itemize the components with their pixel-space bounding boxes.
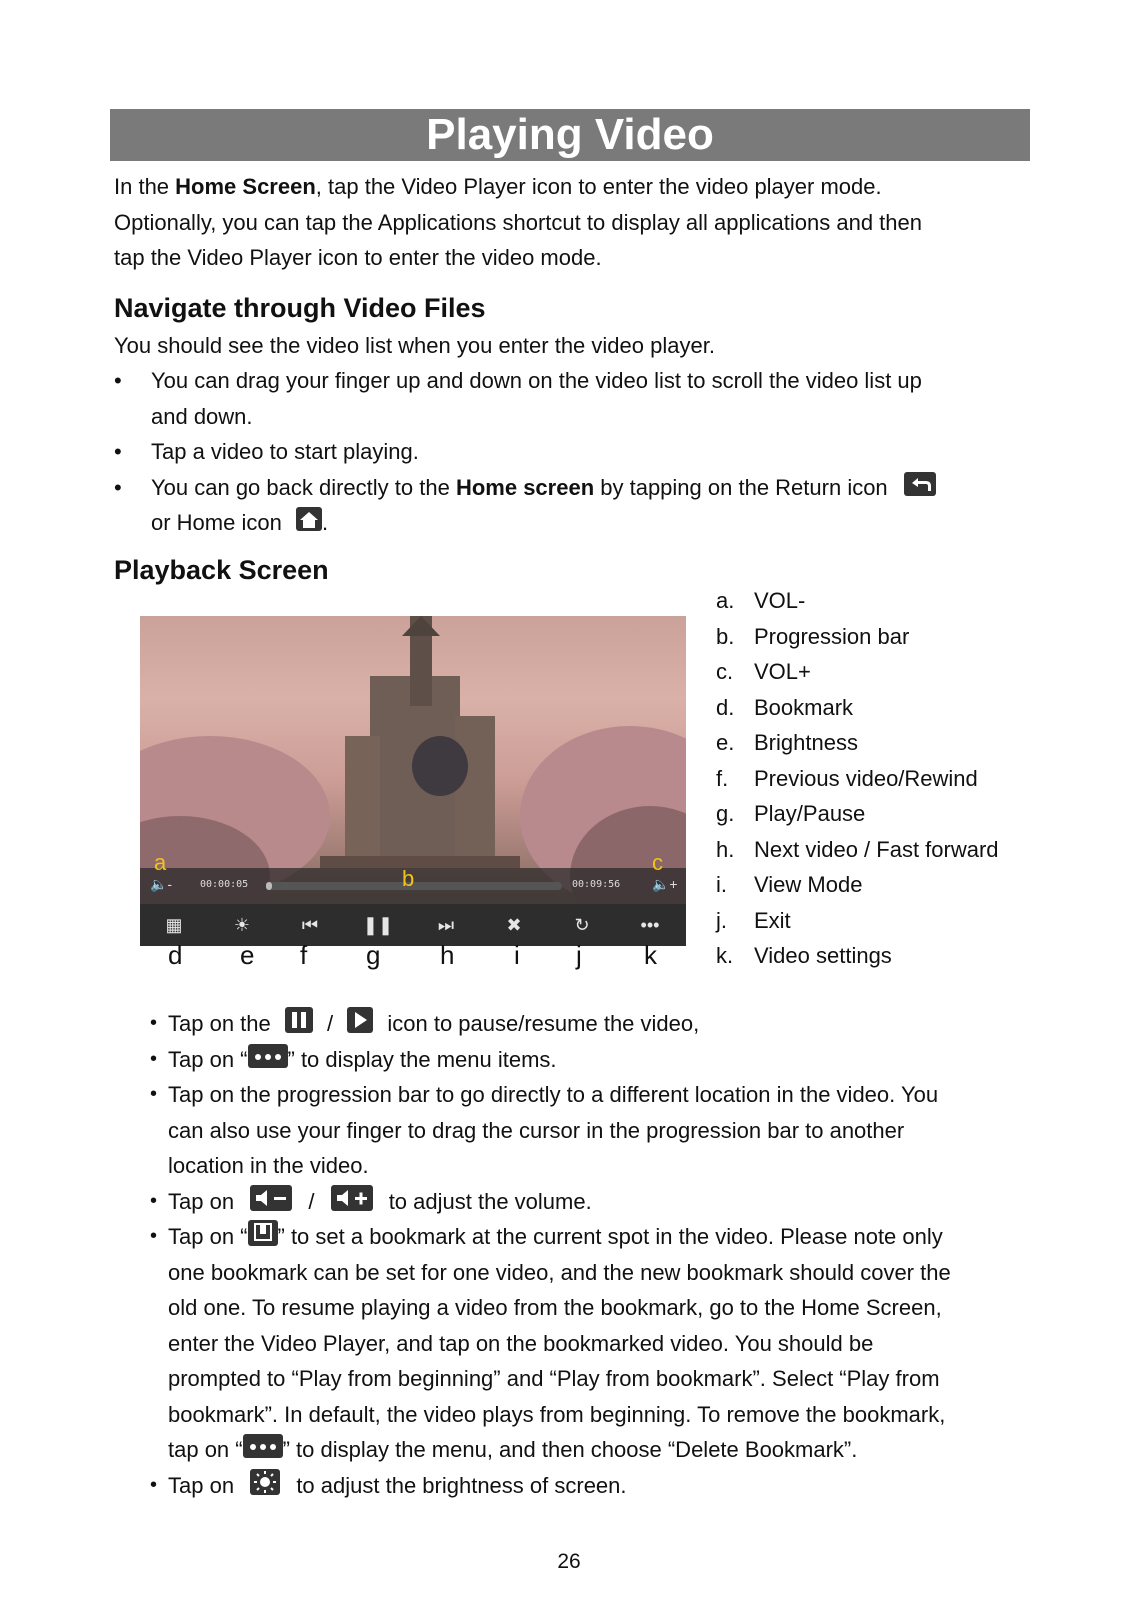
page-number: 26 <box>557 1550 581 1573</box>
label-text: Exit <box>754 907 791 933</box>
label-letter: e. <box>716 730 735 755</box>
label-list-item <box>716 832 999 868</box>
settings-icon[interactable]: ••• <box>640 914 660 935</box>
list-item: • Tap a video to start playing. <box>114 434 1014 470</box>
label-list-item <box>716 654 999 690</box>
label-list-item <box>716 867 999 903</box>
label-letter: j. <box>716 907 727 933</box>
brightness-icon <box>250 1469 280 1495</box>
label-letter: d. <box>716 694 735 720</box>
label-list-item <box>716 761 999 797</box>
next-icon[interactable]: ⏭ <box>437 914 455 935</box>
letter-e: e <box>240 940 255 970</box>
label-list-item <box>716 938 999 974</box>
playback-screen-image <box>140 616 686 946</box>
label-letter: f. <box>716 765 729 791</box>
play-icon <box>347 1007 373 1033</box>
volume-up-icon[interactable]: 🔈+ <box>652 876 678 892</box>
label-text: Progression bar <box>754 623 910 649</box>
label-list-item <box>716 619 999 655</box>
label-text: View Mode <box>754 872 863 897</box>
letter-g: g <box>366 940 381 970</box>
label-list-item <box>716 903 999 939</box>
letter-d: d <box>168 940 183 970</box>
label-letter: g. <box>716 801 735 826</box>
label-a: a <box>154 850 167 875</box>
previous-icon[interactable]: ⏮ <box>301 914 319 935</box>
control-letters-row <box>0 940 700 974</box>
list-item: • Tap on the progression bar to go directly to a different location in the video. You can also use your finger to drag the cursor in the progression bar to another location in the video. <box>150 1077 1030 1184</box>
label-text: Brightness <box>754 730 858 755</box>
list-item: • Tap on the / icon to pause/resume the video, <box>150 1006 1030 1042</box>
pause-icon <box>285 1007 313 1033</box>
label-letter: a. <box>716 588 735 613</box>
list-item: • Tap on “ ” to display the menu items. <box>150 1042 1030 1078</box>
label-list-item <box>716 690 999 726</box>
label-text: Bookmark <box>754 694 854 720</box>
view-mode-icon[interactable]: ✖ <box>506 914 522 935</box>
pause-icon[interactable]: ❚❚ <box>362 914 394 935</box>
bookmark-icon[interactable]: ▦ <box>165 914 183 935</box>
label-list-item <box>716 725 999 761</box>
label-c: c <box>652 850 663 875</box>
letter-i: i <box>514 940 520 970</box>
page-title: Playing Video <box>110 109 1030 161</box>
label-text: VOL- <box>754 588 806 613</box>
label-text: Video settings <box>754 943 892 968</box>
total-time: 00:09:56 <box>572 879 621 890</box>
list-item: • Tap on / to adjust the volume. <box>150 1184 1030 1220</box>
list-item: • Tap on to adjust the brightness of screen. <box>150 1468 1030 1504</box>
navigate-lead: You should see the video list when you enter the video player. <box>114 333 715 358</box>
list-item: • Tap on “ ” to set a bookmark at the current spot in the video. Please note only one bookmark can be set for one video, and the new bookmark should cover the old one. To resume playing a video from the bookmark, go to the Home Screen, enter the Video Player, and tap on the bookmarked video. You should be prompted to “Play from beginning” and “Play from bookmark”. Select “Play from bookmark”. In default, the video plays from beginning. To remove the bookmark, tap on “ ” to display the menu, and then choose “Delete Bookmark”. <box>150 1219 1030 1468</box>
home-icon <box>296 507 322 531</box>
tips-list <box>150 1006 1030 1503</box>
label-letter: k. <box>716 943 734 968</box>
volume-down-icon <box>250 1185 292 1211</box>
volume-up-icon <box>331 1185 373 1211</box>
label-letter: i. <box>716 872 727 897</box>
brightness-icon[interactable]: ☀ <box>233 914 251 935</box>
return-icon <box>904 472 936 496</box>
navigate-bullet-list <box>114 363 1014 541</box>
playback-labels-list <box>716 583 999 974</box>
label-text: VOL+ <box>754 659 811 684</box>
label-list-item <box>716 583 999 619</box>
bookmark-icon <box>248 1220 278 1246</box>
letter-f: f <box>300 940 308 970</box>
more-icon <box>248 1044 288 1068</box>
elapsed-time: 00:00:05 <box>200 879 249 890</box>
list-item: • You can drag your finger up and down on the video list to scroll the video list up and down. <box>114 363 1014 434</box>
exit-icon[interactable]: ↻ <box>574 914 590 935</box>
letter-h: h <box>440 940 455 970</box>
label-text: Next video / Fast forward <box>754 836 999 862</box>
label-b: b <box>402 866 415 891</box>
more-icon <box>243 1434 283 1458</box>
playback-heading: Playback Screen <box>114 555 329 585</box>
label-letter: h. <box>716 836 735 862</box>
letter-j: j <box>576 940 582 970</box>
list-item: • You can go back directly to the Home screen by tapping on the Return icon or Home icon . <box>114 470 1014 541</box>
letter-k: k <box>644 940 657 970</box>
label-text: Previous video/Rewind <box>754 765 978 791</box>
label-letter: c. <box>716 659 734 684</box>
label-text: Play/Pause <box>754 801 866 826</box>
volume-down-icon[interactable]: 🔈- <box>150 876 173 892</box>
label-letter: b. <box>716 623 735 649</box>
label-list-item <box>716 796 999 832</box>
navigate-heading: Navigate through Video Files <box>114 293 486 323</box>
intro-paragraph: In the Home Screen, tap the Video Player icon to enter the video player mode. Optionally, you can tap the Applications shortcut to display all applications and then tap the Video Player icon to enter the video mode. <box>114 174 922 270</box>
progression-fill <box>266 882 272 890</box>
